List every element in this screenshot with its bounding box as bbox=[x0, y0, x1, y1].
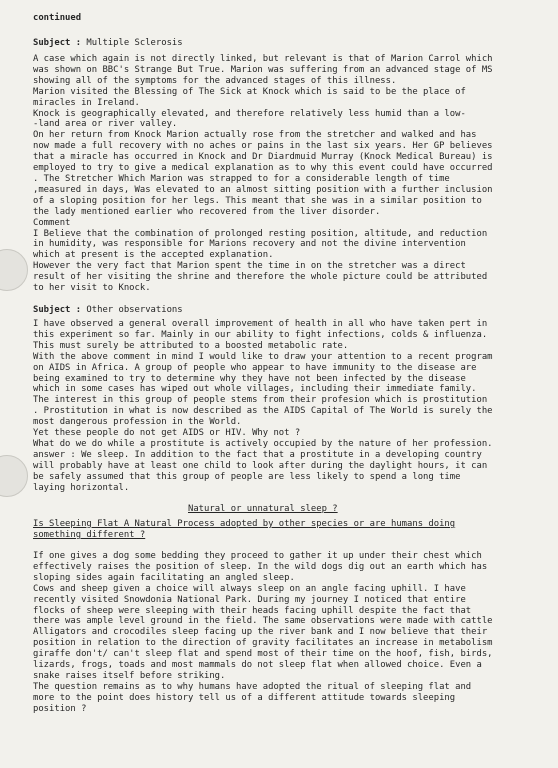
paragraph-line: ,measured in days, Was elevated to an almost sitting position with a further inclusion bbox=[33, 184, 493, 195]
paragraph-line: On her return from Knock Marion actually rose from the stretcher and walked and has bbox=[33, 130, 477, 141]
paragraph-line: was shown on BBC's Strange But True. Marion was suffering from an advanced stage of MS bbox=[33, 64, 493, 75]
paragraph-line: With the above comment in mind I would like to draw your attention to a recent program bbox=[33, 351, 493, 362]
subject-label: Subject : bbox=[33, 38, 82, 48]
paragraph-line: A case which again is not directly linked, but relevant is that of Marion Carrol which bbox=[33, 54, 493, 64]
subject-heading bbox=[33, 305, 541, 316]
paragraph-line: If one gives a dog some bedding they proceed to gather it up under their chest which bbox=[33, 551, 482, 561]
section-question bbox=[33, 519, 455, 541]
paragraph-line: employed to try to give a medical explanation as to why this event could have occurred bbox=[33, 163, 493, 174]
paragraph-line: more to the point does history tell us of a different attitude towards sleeping bbox=[33, 692, 456, 703]
paragraph-line: This must surely be attributed to a boosted metabolic rate. bbox=[33, 340, 349, 351]
paragraph-line: this experiment so far. Mainly in our ability to fight infections, colds & influenza. bbox=[33, 329, 488, 340]
paragraph-line: . Prostitution in what is now described as the AIDS Capital of The World is surely the bbox=[33, 406, 493, 417]
paragraph-line: of a sloping position for her legs. This meant that she was in a similar position to bbox=[33, 195, 482, 206]
paragraph-line: However the very fact that Marion spent the time in on the stretcher was a direct bbox=[33, 261, 466, 272]
paragraph-line: position in relation to the direction of gravity facilitates an increase in metabolism bbox=[33, 638, 493, 649]
section-other-observations bbox=[33, 305, 541, 316]
paragraph-line: now made a full recovery with no aches or pains in the last six years. Her GP believes bbox=[33, 141, 493, 152]
paragraph-line: lizards, frogs, toads and most mammals do not sleep flat when allowed choice. Even a bbox=[33, 660, 482, 671]
punch-hole-upper bbox=[0, 249, 28, 291]
paragraph-line: The interest in this group of people stems from their profesion which is prostitution bbox=[33, 395, 488, 406]
paragraph-line: . The Stretcher Which Marion was strapped to for a considerable length of time bbox=[33, 173, 450, 184]
paragraph-line: flocks of sheep were sleeping with their heads facing uphill despite the fact that bbox=[33, 605, 472, 616]
paragraph-line: recently visited Snowdonia National Park. During my journey I noticed that entire bbox=[33, 594, 466, 605]
section1-body bbox=[33, 54, 541, 294]
paragraph-line: Knock is geographically elevated, and therefore relatively less humid than a low- bbox=[33, 108, 466, 119]
section3-body bbox=[33, 551, 541, 715]
paragraph-line: laying horizontal. bbox=[33, 482, 130, 493]
paragraph-line: in humidity, was responsible for Marions recovery and not the divine intervention bbox=[33, 239, 466, 250]
paragraph-line: on AIDS in Africa. A group of people who appear to have immunity to the disease are bbox=[33, 362, 477, 373]
paragraph-line: being examined to try to determine why they have not been infected by the disease bbox=[33, 373, 466, 384]
paragraph-line: The question remains as to why humans have adopted the ritual of sleeping flat and bbox=[33, 681, 472, 692]
paragraph-line: What do we do while a prostitute is actively occupied by the nature of her profession. bbox=[33, 438, 493, 449]
paragraph-line: Yet these people do not get AIDS or HIV. Why not ? bbox=[33, 428, 301, 439]
paragraph-line: answer : We sleep. In addition to the fact that a prostitute in a developing country bbox=[33, 449, 482, 460]
subject-label: Subject : bbox=[33, 305, 82, 315]
paragraph-line: miracles in Ireland. bbox=[33, 97, 140, 108]
paragraph-line: -land area or river valley. bbox=[33, 119, 178, 130]
paragraph-line: which in some cases has wiped out whole villages, including their immediate family. bbox=[33, 384, 477, 395]
paragraph-line: effectively raises the position of sleep. In the wild dogs dig out an earth which has bbox=[33, 561, 488, 572]
paragraph-line: Comment bbox=[33, 217, 71, 228]
paragraph-line: I Believe that the combination of prolonged resting position, altitude, and reduction bbox=[33, 228, 488, 239]
paragraph-line: result of her visiting the shrine and therefore the whole picture could be attributed bbox=[33, 272, 488, 283]
paragraph-line: Alligators and crocodiles sleep facing up the river bank and I now believe that their bbox=[33, 627, 488, 638]
paragraph-line: Cows and sheep given a choice will always sleep on an angle facing uphill. I have bbox=[33, 583, 466, 594]
paragraph-line: which at present is the accepted explanation. bbox=[33, 250, 274, 261]
subject-text: Other observations bbox=[81, 305, 183, 315]
paragraph-line: giraffe don't/ can't sleep flat and spend most of their time on the hoof, fish, birds, bbox=[33, 649, 493, 660]
paragraph-line: be safely assumed that this group of people are less likely to spend a long time bbox=[33, 471, 461, 482]
paragraph-line: to her visit to Knock. bbox=[33, 283, 151, 294]
paragraph-line: there was ample level ground in the field. The same observations were made with cattle bbox=[33, 616, 493, 627]
paragraph-line: Marion visited the Blessing of The Sick at Knock which is said to be the place of bbox=[33, 86, 466, 97]
section2-body bbox=[33, 319, 541, 494]
paragraph-line: I have observed a general overall improvement of health in all who have taken pert in bbox=[33, 319, 488, 329]
paragraph-line: position ? bbox=[33, 703, 87, 714]
page-header: continued bbox=[33, 13, 82, 23]
paragraph-line: that a miracle has occurred in Knock and Dr Diardmuid Murray (Knock Medical Bureau) is bbox=[33, 152, 493, 163]
paragraph-line: will probably have at least one child to look after during the daylight hours, it can bbox=[33, 460, 488, 471]
section-title: Natural or unnatural sleep ? bbox=[188, 504, 338, 514]
paragraph-line: the lady mentioned earlier who recovered from the liver disorder. bbox=[33, 206, 381, 217]
paragraph-line: most dangerous profession in the World. bbox=[33, 417, 242, 428]
subject-heading bbox=[33, 38, 541, 49]
question-line: Is Sleeping Flat A Natural Process adopted by other species or are humans doing bbox=[33, 519, 456, 529]
question-line: something different ? bbox=[33, 529, 146, 540]
paragraph-line: snake raises itself before striking. bbox=[33, 670, 226, 681]
paragraph-line: showing all of the symptoms for the advanced stages of this illness. bbox=[33, 75, 397, 86]
punch-hole-lower bbox=[0, 455, 28, 497]
paragraph-line: sloping sides again facilitating an angled sleep. bbox=[33, 572, 295, 583]
subject-text: Multiple Sclerosis bbox=[81, 38, 183, 48]
section-multiple-sclerosis bbox=[33, 38, 541, 49]
